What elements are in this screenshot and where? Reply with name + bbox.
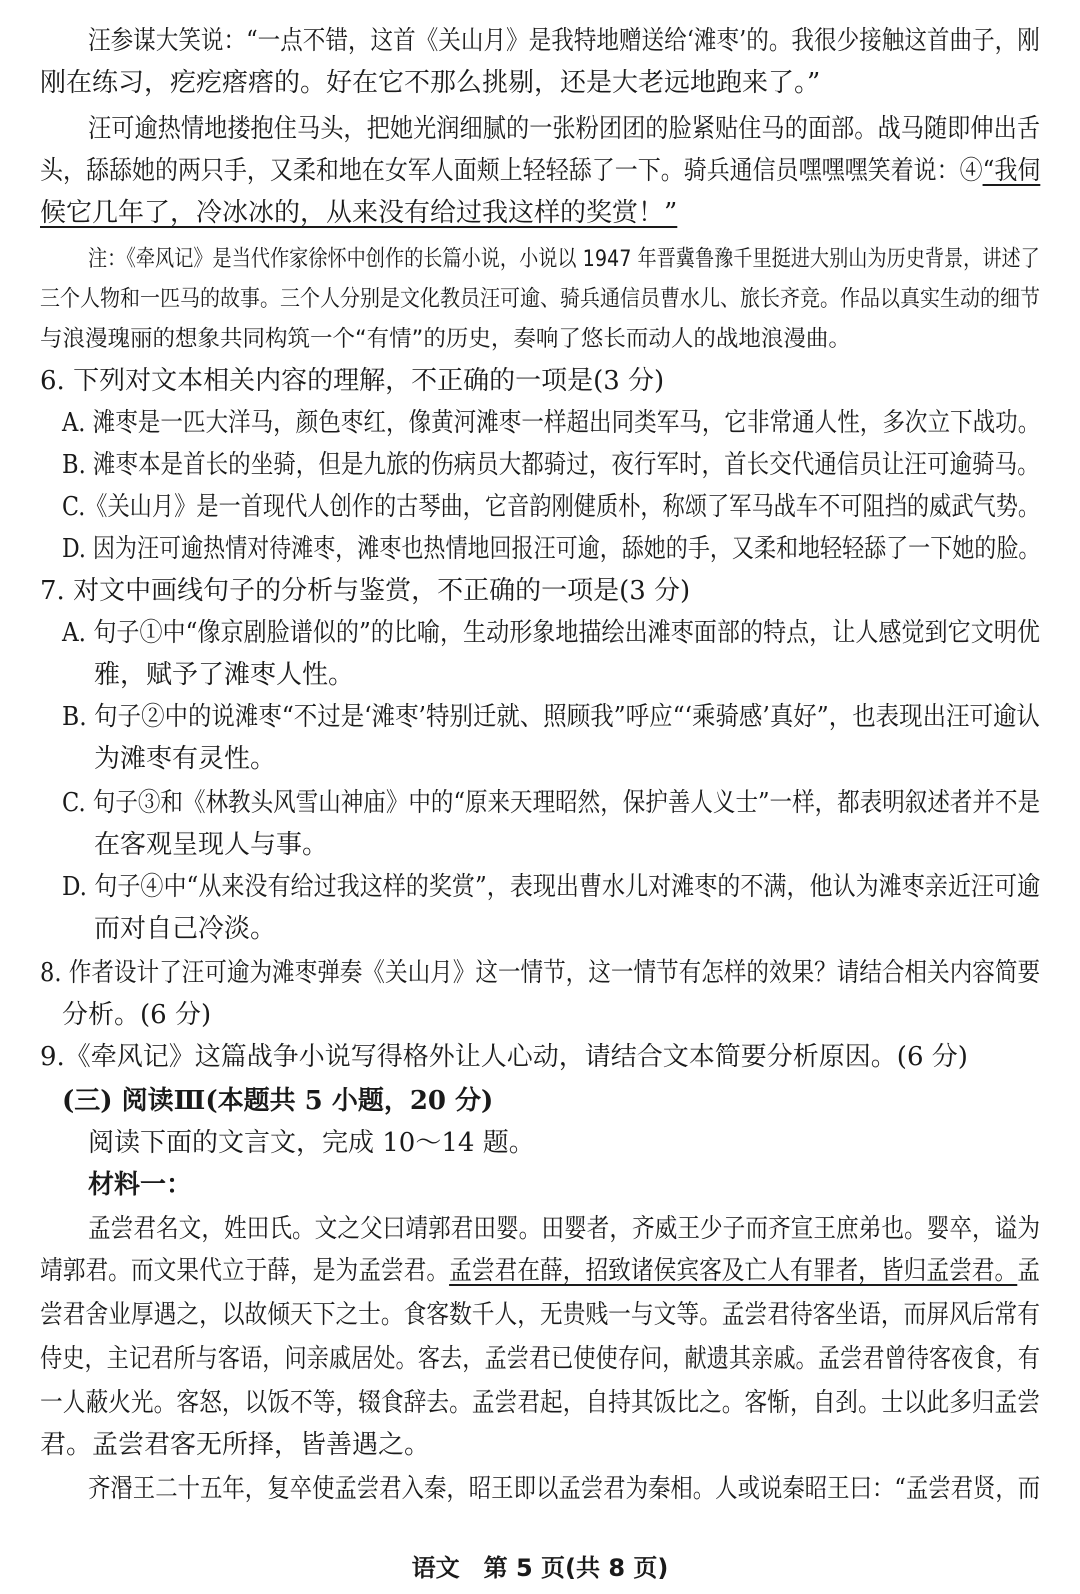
option-7c-cont[interactable]: 在客观呈现人与事。 — [94, 830, 329, 860]
option-6a[interactable]: A. 滩枣是一匹大洋马，颜色枣红，像黄河滩枣一样超出同类军马，它非常通人性，多次立下战功。 — [62, 408, 1041, 438]
option-7b-cont[interactable]: 为滩枣有灵性。 — [94, 744, 277, 774]
question-9: 9.《牵风记》这篇战争小说写得格外让人心动，请结合文本简要分析原因。(6 分) — [40, 1042, 968, 1072]
classical-line: 一人蔽火光。客怒，以饭不等，辍食辞去。孟尝君起，自持其饭比之。客惭，自刭。士以此多归孟尝 — [40, 1388, 1040, 1418]
option-7d[interactable]: D. 句子④中“从来没有给过我这样的奖赏”，表现出曹水儿对滩枣的不满，他认为滩枣亲近汪可逾 — [62, 872, 1041, 902]
section-3-title: (三) 阅读Ⅲ(本题共 5 小题，20 分) — [62, 1086, 494, 1116]
note-line: 注：《牵风记》是当代作家徐怀中创作的长篇小说，小说以 1947 年晋冀鲁豫千里挺进大别山为历史背景，讲述了 — [88, 246, 1040, 272]
classical-line: 齐湣王二十五年，复卒使孟尝君入秦，昭王即以孟尝君为秦相。人或说秦昭王曰：“孟尝君贤，而 — [88, 1474, 1041, 1504]
page-footer: 语文 第 5 页(共 8 页) — [411, 1554, 669, 1582]
classical-line: 尝君舍业厚遇之，以故倾天下之士。食客数千人，无贵贱一与文等。孟尝君待客坐语，而屏风后常有 — [40, 1300, 1040, 1330]
story-text: 头，舔舔她的两只手，又柔和地在女军人面颊上轻轻舔了一下。骑兵通信员嘿嘿嘿笑着说：④ — [40, 156, 983, 186]
option-6c[interactable]: C.《关山月》是一首现代人创作的古琴曲，它音韵刚健质朴，称颂了军马战车不可阻挡的威武气势。 — [62, 492, 1041, 522]
note-line: 三个人物和一匹马的故事。三个人分别是文化教员汪可逾、骑兵通信员曹水儿、旅长齐竞。作品以真实生动的细节 — [40, 286, 1041, 312]
note-line: 与浪漫瑰丽的想象共同构筑一个“有情”的历史，奏响了悠长而动人的战地浪漫曲。 — [40, 326, 851, 352]
option-7a-cont[interactable]: 雅，赋予了滩枣人性。 — [94, 660, 355, 690]
question-6-stem: 6. 下列对文本相关内容的理解，不正确的一项是(3 分) — [40, 366, 665, 396]
classical-line: 侍史，主记君所与客语，问亲戚居处。客去，孟尝君已使使存问，献遗其亲戚。孟尝君曾待客夜食，有 — [40, 1344, 1041, 1374]
option-7d-cont[interactable]: 而对自己冷淡。 — [94, 914, 277, 944]
classical-line: 孟尝君名文，姓田氏。文之父曰靖郭君田婴。田婴者，齐威王少子而齐宣王庶弟也。婴卒，谥为 — [88, 1214, 1041, 1244]
option-6d[interactable]: D. 因为汪可逾热情对待滩枣，滩枣也热情地回报汪可逾，舔她的手，又柔和地轻轻舔了一下她的脸。 — [62, 534, 1041, 564]
story-line — [40, 156, 1040, 186]
classical-text: 靖郭君。而文果代立于薛，是为孟尝君。 — [40, 1256, 450, 1286]
option-6b[interactable]: B. 滩枣本是首长的坐骑，但是九旅的伤病员大都骑过，夜行军时，首长交代通信员让汪可逾骑马。 — [62, 450, 1040, 480]
section-3-intro: 阅读下面的文言文，完成 10～14 题。 — [88, 1128, 535, 1158]
underlined-classical-sentence: 孟尝君在薛，招致诸侯宾客及亡人有罪者，皆归孟尝君。 — [449, 1256, 1018, 1286]
question-8: 8. 作者设计了汪可逾为滩枣弹奏《关山月》这一情节，这一情节有怎样的效果？请结合相关内容简要 — [40, 958, 1041, 988]
classical-line: 君。孟尝君客无所择，皆善遇之。 — [40, 1430, 431, 1460]
story-line: 汪可逾热情地搂抱住马头，把她光润细腻的一张粉团团的脸紧贴住马的面部。战马随即伸出舌 — [88, 114, 1041, 144]
underlined-sentence-4: 候它几年了，冷冰冰的，从来没有给过我这样的奖赏！” — [40, 198, 678, 228]
material-one-label: 材料一： — [88, 1170, 193, 1200]
underlined-sentence-4: “我伺 — [982, 156, 1041, 186]
story-line: 汪参谋大笑说：“一点不错，这首《关山月》是我特地赠送给‘滩枣’的。我很少接触这首曲子，刚 — [88, 26, 1040, 56]
option-7c[interactable]: C. 句子③和《林教头风雪山神庙》中的“原来天理昭然，保护善人义士”一样，都表明叙述者并不是 — [62, 788, 1041, 818]
option-7b[interactable]: B. 句子②中的说滩枣“不过是‘滩枣’特别迁就、照顾我”呼应“‘乘骑感’真好”，也表现出汪可逾认 — [62, 702, 1040, 732]
question-8-cont: 分析。(6 分) — [62, 1000, 212, 1030]
option-7a[interactable]: A. 句子①中“像京剧脸谱似的”的比喻，生动形象地描绘出滩枣面部的特点，让人感觉到它文明优 — [62, 618, 1040, 648]
story-line: 刚在练习，疙疙瘩瘩的。好在它不那么挑剔，还是大老远地跑来了。” — [40, 68, 821, 98]
classical-line — [40, 1256, 1040, 1286]
question-7-stem: 7. 对文中画线句子的分析与鉴赏，不正确的一项是(3 分) — [40, 576, 691, 606]
classical-text: 孟 — [1017, 1256, 1041, 1286]
